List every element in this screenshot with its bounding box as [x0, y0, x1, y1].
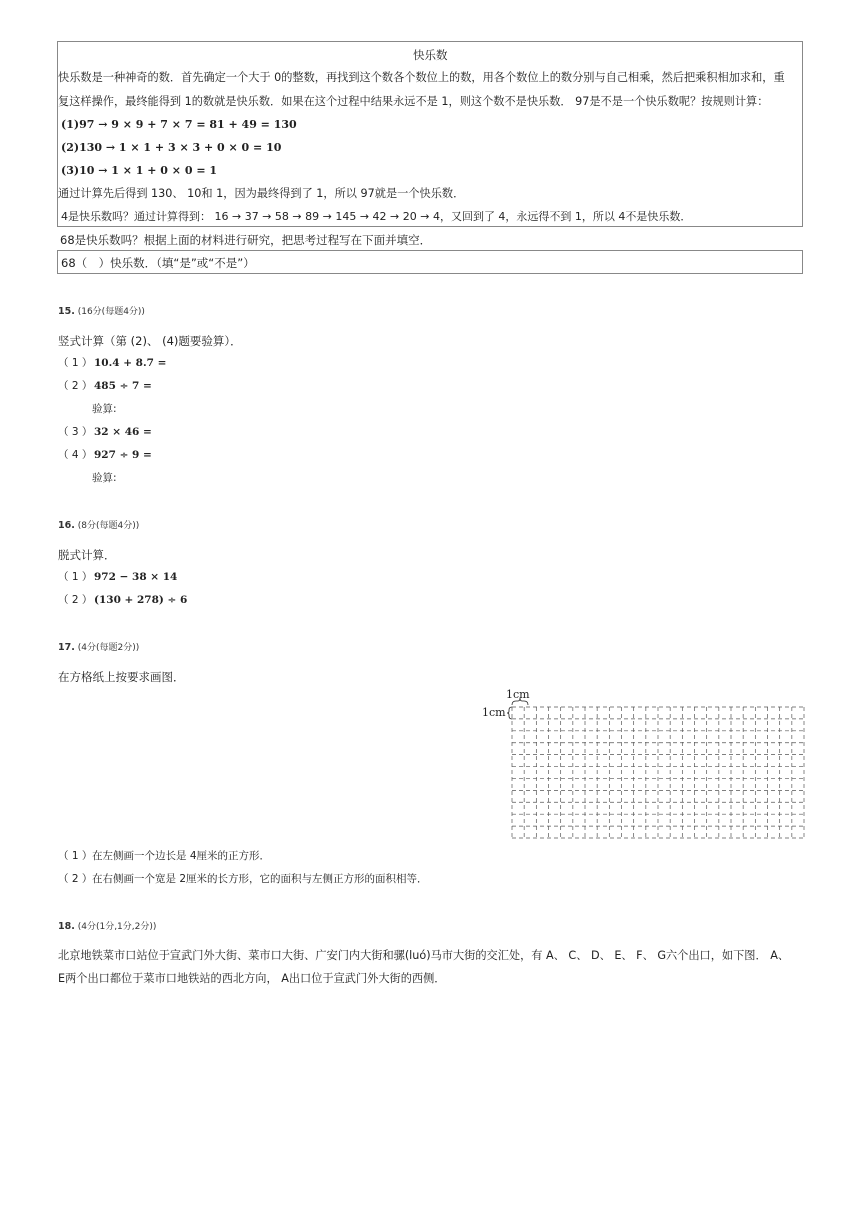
q17-score: (4分(每题2分))	[77, 643, 140, 653]
q17-item-1-label: （ 1 ）	[58, 850, 93, 862]
q17-item-1-text: 在左侧画一个边长是 4厘米的正方形．	[92, 850, 271, 862]
q15-item-4-expr: 927 ÷ 9 =	[94, 449, 152, 461]
q15-instruction: 竖式计算（第 (2)、 (4)题要验算）．	[58, 334, 242, 348]
q16-item-1-expr: 972 − 38 × 14	[94, 571, 178, 583]
grid-label-top: 1cm	[506, 688, 530, 701]
passage-step-1: (1)97 → 9 × 9 + 7 × 7 = 81 + 49 = 130	[61, 118, 297, 131]
q15-score: (16分(每题4分))	[77, 307, 145, 317]
q16-item-1-label: （ 1 ）	[58, 571, 93, 583]
passage-step-2: (2)130 → 1 × 1 + 3 × 3 + 0 × 0 = 10	[61, 141, 282, 154]
q68-answer-line: 68（ ）快乐数．（填“是”或“不是”）	[61, 256, 255, 270]
q17-header	[58, 642, 139, 654]
q15-item-1-expr: 10.4 + 8.7 =	[94, 357, 167, 369]
passage-line-1: 快乐数是一种神奇的数．首先确定一个大于 0的整数，再找到这个数各个数位上的数，用各个数位上的数分别与自己相乘，然后把乘积相加求和，重	[58, 71, 785, 84]
grid-brace-left	[507, 707, 512, 719]
passage-title: 快乐数	[413, 48, 448, 62]
q17-item-2-label: （ 2 ）	[58, 873, 93, 885]
q15-item-3-expr: 32 × 46 =	[94, 426, 152, 438]
q16-item-2-expr: (130 + 278) ÷ 6	[94, 594, 188, 606]
passage-conclusion: 通过计算先后得到 130、 10和 1，因为最终得到了 1，所以 97就是一个快乐数．	[58, 187, 465, 200]
q15-item-1-label: （ 1 ）	[58, 357, 93, 369]
passage-line-2: 复这样操作，最终能得到 1的数就是快乐数．如果在这个过程中结果永远不是 1，则这个数不是快乐数． 97是不是一个快乐数呢？按规则计算：	[58, 95, 769, 108]
grid-label-left: 1cm	[482, 706, 506, 719]
q15-check-label-2: 验算:	[92, 472, 117, 484]
q15-item-2-expr: 485 ÷ 7 =	[94, 380, 152, 392]
passage-four: 4是快乐数吗？通过计算得到： 16 → 37 → 58 → 89 → 145 → 42 → 20 → 4，又回到了 4，永远得不到 1，所以 4不是快乐数．	[61, 210, 692, 223]
q17-item-2-text: 在右侧画一个宽是 2厘米的长方形，它的面积与左侧正方形的面积相等．	[92, 873, 428, 885]
q17-instruction: 在方格纸上按要求画图．	[58, 670, 185, 684]
q18-score: (4分(1分,1分,2分))	[77, 922, 157, 932]
q15-number: 15.	[58, 306, 75, 317]
q18-line-2: E两个出口都位于菜市口地铁站的西北方向， A出口位于宣武门外大街的西侧．	[58, 972, 446, 985]
q15-item-3-label: （ 3 ）	[58, 426, 93, 438]
q68-prompt: 68是快乐数吗？根据上面的材料进行研究，把思考过程写在下面并填空．	[60, 233, 432, 247]
q18-header	[58, 921, 156, 933]
q16-number: 16.	[58, 520, 75, 531]
q15-item-2-label: （ 2 ）	[58, 380, 93, 392]
q18-line-1: 北京地铁菜市口站位于宣武门外大街、菜市口大街、广安门内大街和骡(luó)马市大街的交汇处，有 A、 C、 D、 E、 F、 G六个出口，如下图． A、	[58, 949, 790, 962]
q16-header	[58, 520, 139, 532]
q15-header	[58, 306, 145, 318]
grid-lines	[512, 707, 804, 838]
q16-score: (8分(每题4分))	[77, 521, 140, 531]
q16-instruction: 脱式计算．	[58, 548, 116, 562]
grid-paper[interactable]	[478, 686, 808, 841]
q16-item-2-label: （ 2 ）	[58, 594, 93, 606]
q17-number: 17.	[58, 642, 75, 653]
passage-step-3: (3)10 → 1 × 1 + 0 × 0 = 1	[61, 164, 218, 177]
q15-check-label-1: 验算:	[92, 403, 117, 415]
q15-item-4-label: （ 4 ）	[58, 449, 93, 461]
q18-number: 18.	[58, 921, 75, 932]
